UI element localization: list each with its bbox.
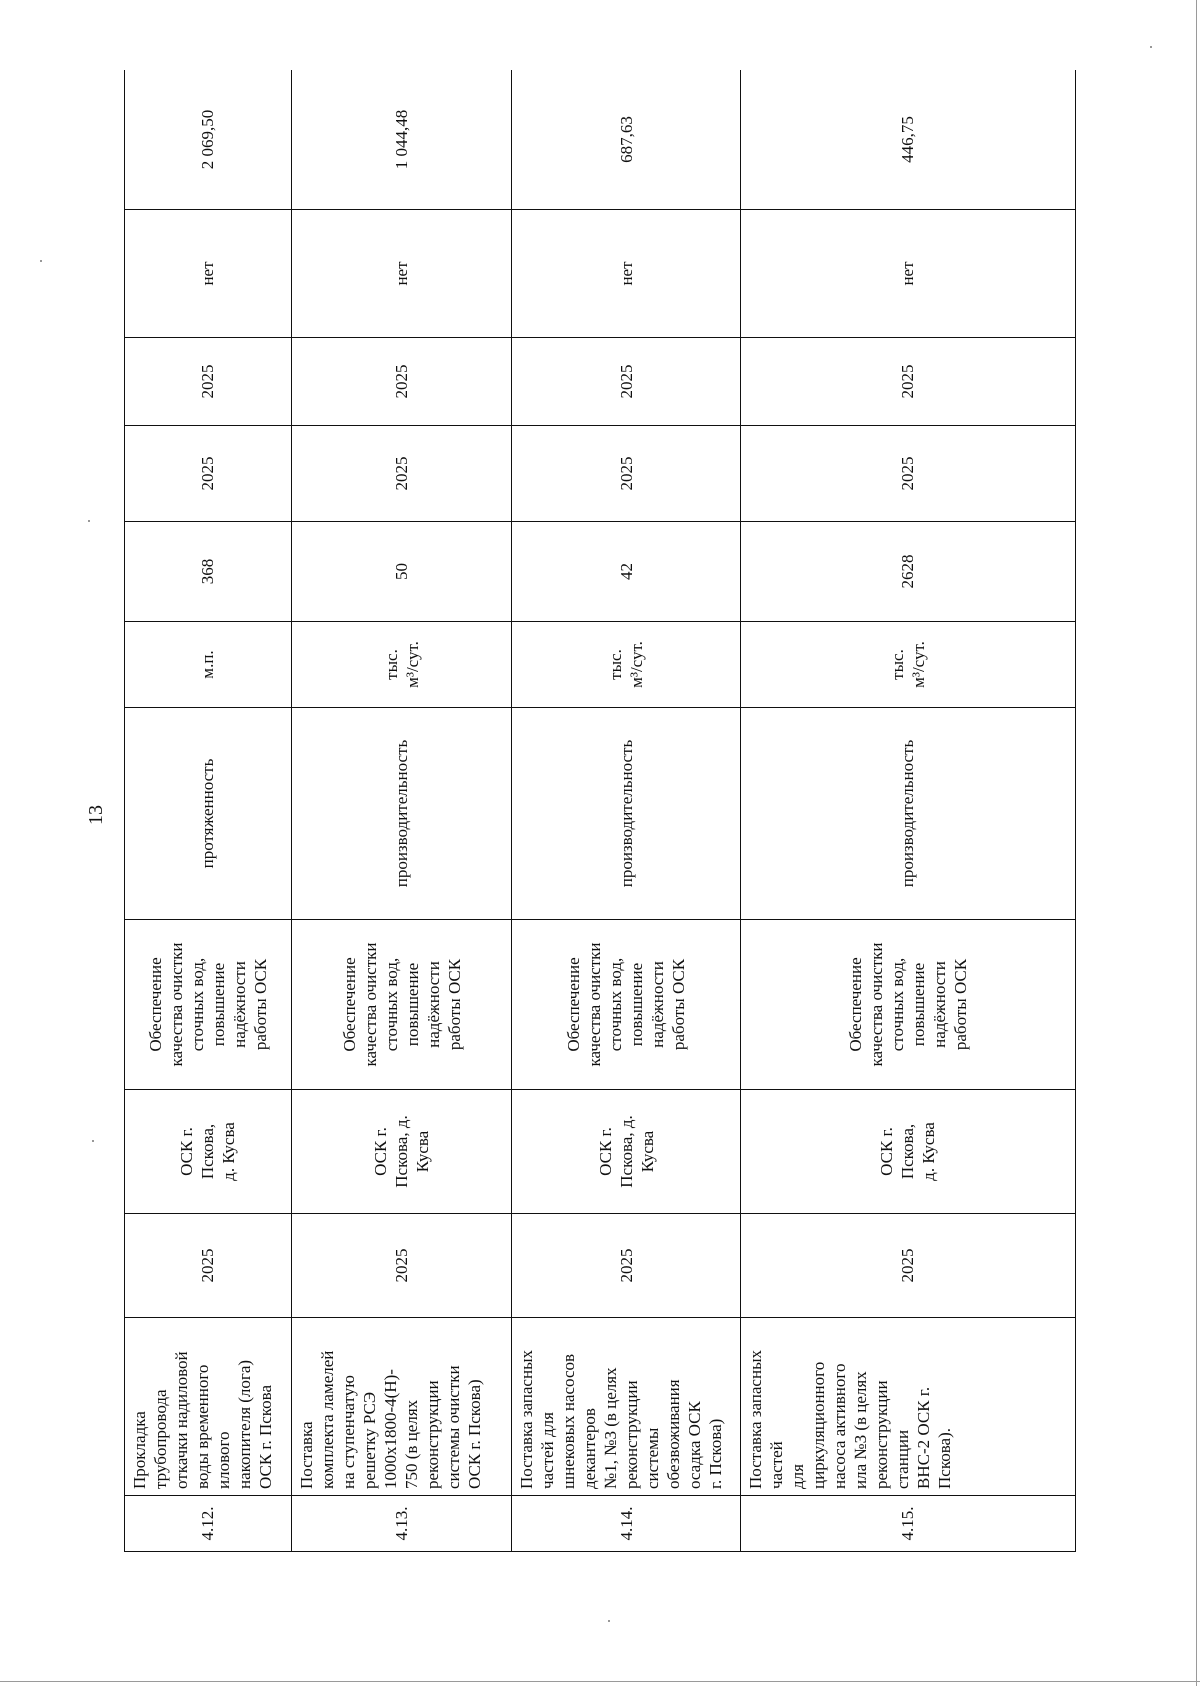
goal-cell-line: надёжности [423,961,443,1048]
location-cell-line: Пскова, д. [616,1115,636,1188]
value-cell: 2628 [740,522,1075,622]
table-row [125,70,292,1552]
parameter-cell: протяженность [125,708,292,920]
measure-name [291,1318,512,1496]
measure-name [740,1318,1075,1496]
measure-name-line: на ступенчатую [338,1375,358,1489]
measure-name-line: Поставка запасных [517,1350,537,1489]
flag-cell: нет [740,210,1075,338]
flag-cell: нет [125,210,292,338]
cost-cell: 1 044,48 [291,70,512,210]
measure-name-line: ОСК г. Пскова) [464,1379,484,1489]
goal-cell-line: повышение [627,962,647,1047]
location-cell-line: Пскова, [898,1123,918,1180]
row-number: 4.15. [740,1496,1075,1552]
location-cell [512,1090,740,1214]
measure-name-line: системы [643,1427,663,1489]
page-number: 13 [85,805,107,825]
goal-cell [740,920,1075,1090]
goal-cell-line: качества очистки [585,942,605,1067]
unit-cell-line: тыс. [606,649,626,680]
measure-name-line: илового [214,1431,233,1489]
table-row [740,70,1075,1552]
row-number: 4.12. [125,1496,292,1552]
unit-cell-line: м³/сут. [908,641,928,688]
scan-speck [1150,46,1152,48]
location-cell-line: д. Кусва [919,1122,939,1181]
measure-name-line: Пскова). [934,1428,954,1489]
measure-name-line: станции [892,1429,912,1489]
goal-cell-line: Обеспечение [845,957,865,1052]
location-cell-line: Пскова, д. [392,1115,412,1188]
unit-cell-line: тыс. [887,649,907,680]
table-row [291,70,512,1552]
goal-cell-line: работы ОСК [950,958,970,1051]
end-year-cell: 2025 [512,338,740,426]
flag-cell: нет [512,210,740,338]
measure-name-line: декантеров [580,1408,600,1489]
start-year-cell: 2025 [291,426,512,522]
goal-cell-line: работы ОСК [444,958,464,1051]
goal-cell [512,920,740,1090]
table-row [512,70,740,1552]
goal-cell-line: Обеспечение [339,957,359,1052]
measure-name-line: г. Пскова) [706,1418,726,1489]
scan-speck [608,1620,610,1622]
measure-name-line: воды временного [193,1364,212,1489]
goal-cell-line: сточных вод, [887,957,907,1052]
end-year-cell: 2025 [125,338,292,426]
goal-cell [291,920,512,1090]
end-year-cell: 2025 [740,338,1075,426]
year-cell: 2025 [512,1214,740,1318]
start-year-cell: 2025 [125,426,292,522]
measure-name-line: для [787,1464,807,1489]
value-cell: 50 [291,522,512,622]
measure-name-line: Поставка [296,1421,316,1489]
scan-speck [92,1140,94,1142]
goal-cell-line: повышение [402,962,422,1047]
goal-cell-line: повышение [908,962,928,1047]
measure-name-line: Прокладка [130,1411,149,1489]
measure-name-line: 750 (в целях [401,1399,421,1489]
location-cell-line: ОСК г. [595,1127,615,1176]
measure-name-line: шнековых насосов [559,1353,579,1489]
unit-cell [291,622,512,708]
goal-cell-line: сточных вод, [381,957,401,1052]
goal-cell-line: работы ОСК [250,958,270,1051]
measure-name-line: откачки надиловой [172,1351,191,1489]
end-year-cell: 2025 [291,338,512,426]
location-cell-line: ОСК г. [371,1127,391,1176]
location-cell-line: ОСК г. [177,1127,197,1176]
goal-cell-line: надёжности [229,961,249,1048]
location-cell-line: ОСК г. [877,1127,897,1176]
measure-name [125,1318,292,1496]
row-number: 4.13. [291,1496,512,1552]
measure-name-line: решетку РСЭ [359,1391,379,1489]
measure-name-line: системы очистки [443,1365,463,1489]
parameter-cell: производительность [740,708,1075,920]
location-cell-line: Кусва [413,1130,433,1173]
measure-name-line: №1, №3 (в целях [601,1367,621,1489]
measure-name-line: реконструкции [871,1380,891,1489]
measure-name-line: Поставка запасных [745,1350,765,1489]
row-number: 4.14. [512,1496,740,1552]
year-cell: 2025 [125,1214,292,1318]
page-edge-bottom [0,1681,1200,1682]
goal-cell [125,920,292,1090]
unit-cell-line: тыс. [381,649,401,680]
unit-cell-line: м.п. [198,650,218,679]
unit-cell [740,622,1075,708]
measure-name [512,1318,740,1496]
measure-name-line: комплекта ламелей [317,1350,337,1489]
goal-cell-line: качества очистки [360,942,380,1067]
measure-name-line: осадка ОСК [685,1401,705,1489]
unit-cell-line: м³/сут. [402,641,422,688]
start-year-cell: 2025 [512,426,740,522]
goal-cell-line: Обеспечение [564,957,584,1052]
goal-cell-line: качества очистки [166,942,186,1067]
location-cell [291,1090,512,1214]
cost-cell: 446,75 [740,70,1075,210]
goal-cell-line: надёжности [648,961,668,1048]
measure-name-line: частей для [538,1412,558,1489]
goal-cell-line: работы ОСК [669,958,689,1051]
cost-cell: 687,63 [512,70,740,210]
unit-cell [512,622,740,708]
unit-cell [125,622,292,708]
measure-name-line: частей [766,1441,786,1489]
measure-name-line: трубопровода [151,1389,170,1489]
goal-cell-line: повышение [208,962,228,1047]
measure-name-line: 1000х1800-4(Н)- [380,1369,400,1489]
start-year-cell: 2025 [740,426,1075,522]
scan-speck [40,260,42,262]
location-cell [125,1090,292,1214]
goal-cell-line: Обеспечение [145,957,165,1052]
measure-name-line: ОСК г. Пскова [256,1384,275,1489]
cost-cell: 2 069,50 [125,70,292,210]
measure-name-line: реконструкции [622,1380,642,1489]
investment-table [124,70,1076,1552]
goal-cell-line: сточных вод, [606,957,626,1052]
goal-cell-line: сточных вод, [187,957,207,1052]
parameter-cell: производительность [512,708,740,920]
year-cell: 2025 [291,1214,512,1318]
scan-speck [88,520,90,522]
measure-name-line: обезвоживания [664,1379,684,1489]
location-cell-line: Пскова, [198,1123,218,1180]
flag-cell: нет [291,210,512,338]
measure-name-line: реконструкции [422,1380,442,1489]
goal-cell-line: надёжности [929,961,949,1048]
unit-cell-line: м³/сут. [627,641,647,688]
location-cell-line: Кусва [637,1130,657,1173]
value-cell: 42 [512,522,740,622]
location-cell [740,1090,1075,1214]
measure-name-line: накопителя (лога) [235,1359,254,1489]
goal-cell-line: качества очистки [866,942,886,1067]
parameter-cell: производительность [291,708,512,920]
measure-name-line: насоса активного [829,1363,849,1489]
location-cell-line: д. Кусва [219,1122,239,1181]
measure-name-line: циркуляционного [808,1361,828,1489]
page-edge-right [1196,0,1197,1686]
measure-name-line: ВНС-2 ОСК г. [913,1386,933,1489]
value-cell: 368 [125,522,292,622]
measure-name-line: ила №3 (в целях [850,1371,870,1489]
table-container [124,70,1076,1552]
year-cell: 2025 [740,1214,1075,1318]
